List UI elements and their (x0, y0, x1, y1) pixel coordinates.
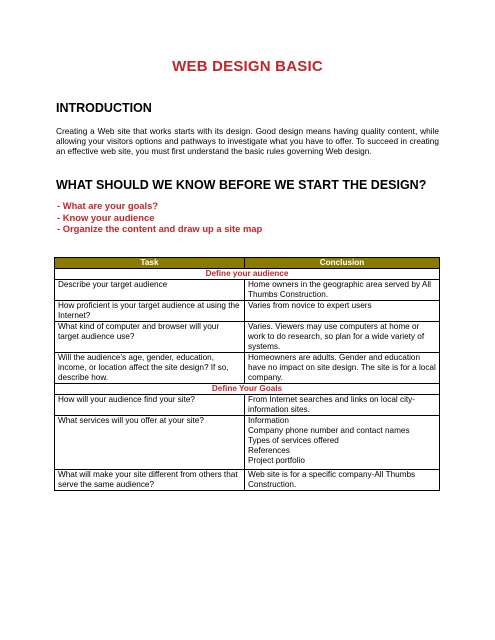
table-row (55, 301, 440, 322)
service-line: Project portfolio (248, 456, 305, 465)
task-cell: What will make your site different from others that serve the same audience? (55, 470, 245, 491)
preparation-list (57, 200, 262, 235)
task-cell: How proficient is your target audience at using the Internet? (55, 301, 245, 322)
section-row (55, 269, 440, 280)
conclusion-cell (245, 416, 440, 470)
list-item: - Know your audience (57, 211, 155, 223)
service-line: References (248, 446, 290, 455)
conclusion-cell: From Internet searches and links on local city-information sites. (245, 395, 440, 416)
introduction-paragraph: Creating a Web site that works starts with its design. Good design means having quality content, while allowing your visitors options and pathways to investigate what you have to offer. To succeed in creating an effective web site, you must first understand the basic rules governing Web design. (56, 126, 439, 157)
table-row (55, 395, 440, 416)
section-title-goals: Define Your Goals (55, 384, 440, 395)
know-before-design-heading: WHAT SHOULD WE KNOW BEFORE WE START THE DESIGN? (56, 178, 427, 192)
task-cell: What services will you offer at your site? (55, 416, 245, 470)
conclusion-cell: Homeowners are adults. Gender and education have no impact on site design. The site is for a local company. (245, 353, 440, 384)
design-planning-table (54, 257, 440, 491)
service-line: Types of services offered (248, 436, 339, 445)
table-row (55, 353, 440, 384)
conclusion-cell: Varies from novice to expert users (245, 301, 440, 322)
list-item: - Organize the content and draw up a site map (57, 223, 263, 235)
table-row (55, 416, 440, 470)
table-row (55, 280, 440, 301)
introduction-heading: INTRODUCTION (56, 101, 152, 115)
conclusion-cell: Web site is for a specific company-All Thumbs Construction. (245, 470, 440, 491)
service-line: Company phone number and contact names (248, 426, 410, 435)
task-cell: What kind of computer and browser will your target audience use? (55, 322, 245, 353)
conclusion-column-header: Conclusion (245, 258, 440, 269)
section-title-audience: Define your audience (55, 269, 440, 280)
document-title: WEB DESIGN BASIC (172, 58, 323, 75)
conclusion-cell: Varies. Viewers may use computers at home or work to do research, so plan for a wide variety of systems. (245, 322, 440, 353)
table-row (55, 470, 440, 491)
task-cell: How will your audience find your site? (55, 395, 245, 416)
task-column-header: Task (55, 258, 245, 269)
table-row (55, 322, 440, 353)
service-line: Information (248, 416, 289, 425)
task-cell: Will the audience’s age, gender, education, income, or location affect the site design? If so, describe how. (55, 353, 245, 384)
list-item: - What are your goals? (57, 200, 159, 211)
task-cell: Describe your target audience (55, 280, 245, 301)
table-header-row (55, 258, 440, 269)
section-row (55, 384, 440, 395)
conclusion-cell: Home owners in the geographic area served by All Thumbs Construction. (245, 280, 440, 301)
